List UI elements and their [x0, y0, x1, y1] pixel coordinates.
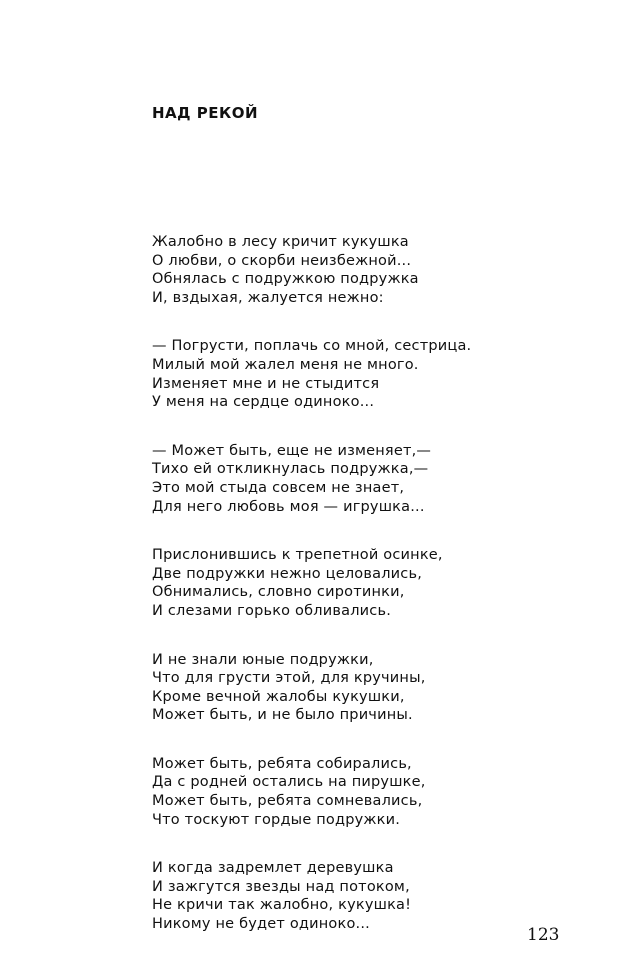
page-number: 123 — [527, 925, 560, 945]
poem-line: И слезами горько обливались. — [152, 602, 392, 619]
poem-line: Кроме вечной жалобы кукушки, — [152, 688, 405, 705]
poem-line: Тихо ей откликнулась подружка,— — [152, 461, 429, 478]
poem-line: Для него любовь моя — игрушка... — [152, 498, 425, 515]
poem-line: Прислонившись к трепетной осинке, — [152, 547, 443, 564]
poem-line: Изменяет мне и не стыдится — [152, 375, 380, 392]
poem-line: Что для грусти этой, для кручины, — [152, 670, 426, 687]
poem-line: И когда задремлет деревушка — [152, 860, 394, 877]
poem-line: И зажгутся звезды над потоком, — [152, 878, 410, 895]
stanza — [152, 337, 592, 411]
poem-line: — Погрусти, поплачь со мной, сестрица. — [152, 338, 472, 355]
poem-line: Две подружки нежно целовались, — [152, 565, 423, 582]
poem-line: Обнимались, словно сиротинки, — [152, 584, 405, 601]
poem-body — [152, 233, 592, 964]
stanza — [152, 442, 592, 516]
poem-line: У меня на сердце одиноко... — [152, 394, 375, 411]
poem-line: Это мой стыда совсем не знает, — [152, 479, 405, 496]
poem-line: О любви, о скорби неизбежной... — [152, 252, 412, 269]
stanza — [152, 755, 592, 829]
stanza — [152, 546, 592, 620]
poem-line: Может быть, ребята сомневались, — [152, 793, 423, 810]
poem-line: Да с родней остались на пирушке, — [152, 774, 426, 791]
poem-title: НАД РЕКОЙ — [152, 104, 259, 122]
poem-line: Жалобно в лесу кричит кукушка — [152, 234, 409, 250]
stanza — [152, 859, 592, 933]
poem-line: И, вздыхая, жалуется нежно: — [152, 289, 384, 306]
poem-line: Может быть, и не было причины. — [152, 707, 413, 724]
poem-line: Что тоскуют гордые подружки. — [152, 811, 401, 828]
stanza — [152, 233, 592, 307]
poem-line: Обнялась с подружкою подружка — [152, 271, 419, 288]
stanza — [152, 651, 592, 725]
poem-line: Не кричи так жалобно, кукушка! — [152, 897, 412, 914]
poem-line: Милый мой жалел меня не много. — [152, 356, 419, 373]
poem-line: И не знали юные подружки, — [152, 651, 374, 668]
poem-line: Никому не будет одиноко... — [152, 916, 370, 933]
poem-line: — Может быть, еще не изменяет,— — [152, 442, 432, 459]
poem-line: Может быть, ребята собирались, — [152, 755, 412, 772]
